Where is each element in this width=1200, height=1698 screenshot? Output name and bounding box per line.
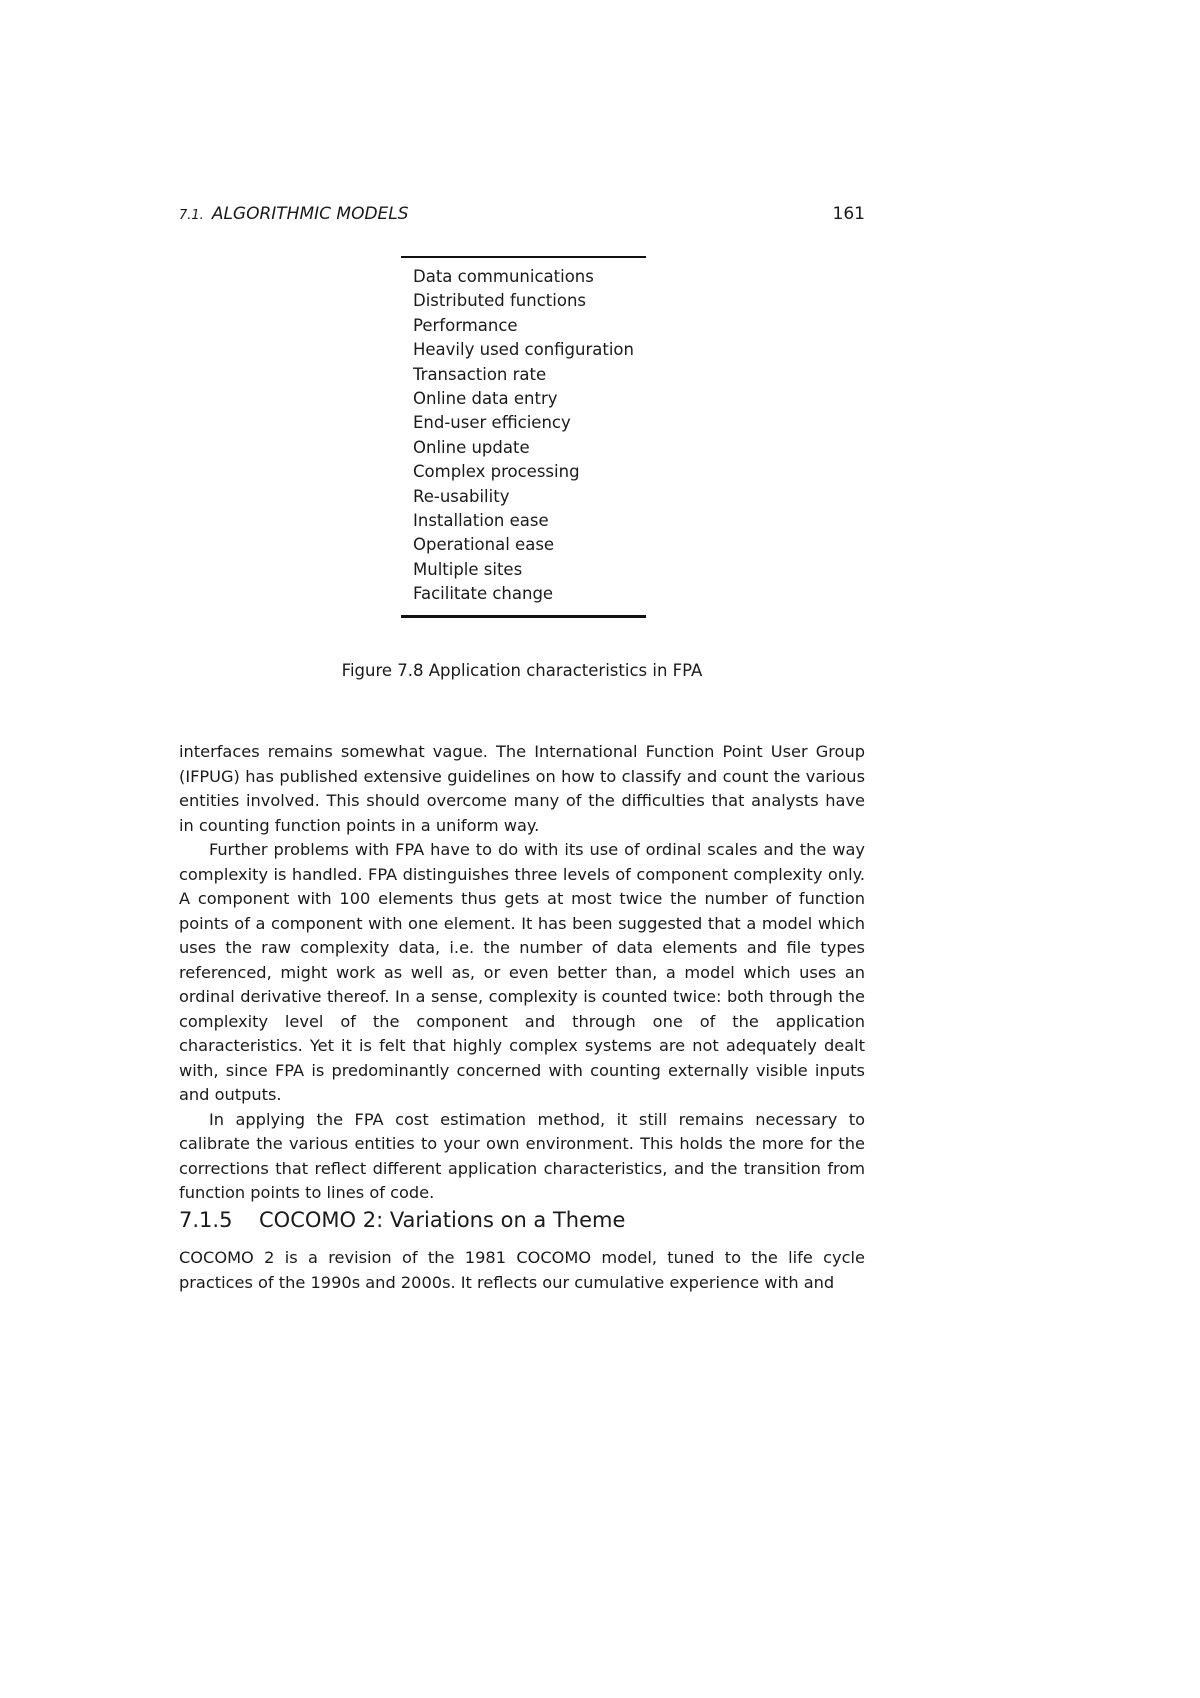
paragraph: In applying the FPA cost estimation method, it still remains necessary to calibrate the various entities to your own environment. This holds the more for the corrections that reflect different application characteristics, and the transition from function points to lines of code. (179, 1109, 865, 1202)
list-item: Re-usability (413, 486, 510, 506)
section-title: ALGORITHMIC MODELS (211, 204, 409, 224)
application-characteristics-table (401, 256, 646, 618)
list-item: Online update (413, 437, 530, 457)
list-item: Installation ease (413, 510, 549, 530)
list-item: Facilitate change (413, 584, 554, 604)
subsection-number: 7.1.5 (179, 1208, 233, 1232)
figure-caption: Figure 7.8 Application characteristics in FPA (341, 661, 703, 680)
list-item: Complex processing (413, 462, 580, 482)
paragraph: Further problems with FPA have to do with its use of ordinal scales and the way complexity is handled. FPA distinguishes three levels of component complexity only. A component with 100 elements thus gets at most twice the number of function points of a component with one element. It has been suggested that a model which uses the raw complexity data, i.e. the number of data elements and file types referenced, might work as well as, or even better than, a model which uses an ordinal derivative thereof. In a sense, complexity is counted twice: both through the complexity level of the component and through one of the application characteristics. Yet it is felt that highly complex systems are not adequately dealt with, since FPA is predominantly concerned with counting externally visible inputs and outputs. (179, 840, 865, 1104)
characteristics-list (401, 265, 646, 606)
body-text-continued (179, 1246, 865, 1295)
list-item: Heavily used configuration (413, 340, 634, 360)
section-number: 7.1. (179, 208, 204, 223)
running-head (179, 204, 865, 230)
subsection-title: COCOMO 2: Variations on a Theme (259, 1208, 626, 1232)
paragraph: interfaces remains somewhat vague. The International Function Point User Group (IFPUG) has published extensive guidelines on how to classify and count the various entities involved. This should overcome many of the difficulties that analysts have in counting function points in a uniform way. (179, 742, 865, 835)
body-text (179, 740, 865, 1206)
list-item: Online data entry (413, 388, 558, 408)
running-head-section (179, 204, 409, 224)
list-item: Performance (413, 315, 518, 335)
list-item: Multiple sites (413, 559, 523, 579)
list-item: Operational ease (413, 535, 555, 555)
list-item: End-user efficiency (413, 413, 571, 433)
subsection-heading (179, 1208, 865, 1232)
list-item: Data communications (413, 267, 594, 286)
list-item: Distributed functions (413, 291, 586, 311)
page-number: 161 (832, 204, 865, 224)
paragraph: COCOMO 2 is a revision of the 1981 COCOMO model, tuned to the life cycle practices of the 1990s and 2000s. It reflects our cumulative experience with and (179, 1248, 865, 1292)
list-item: Transaction rate (413, 364, 547, 384)
